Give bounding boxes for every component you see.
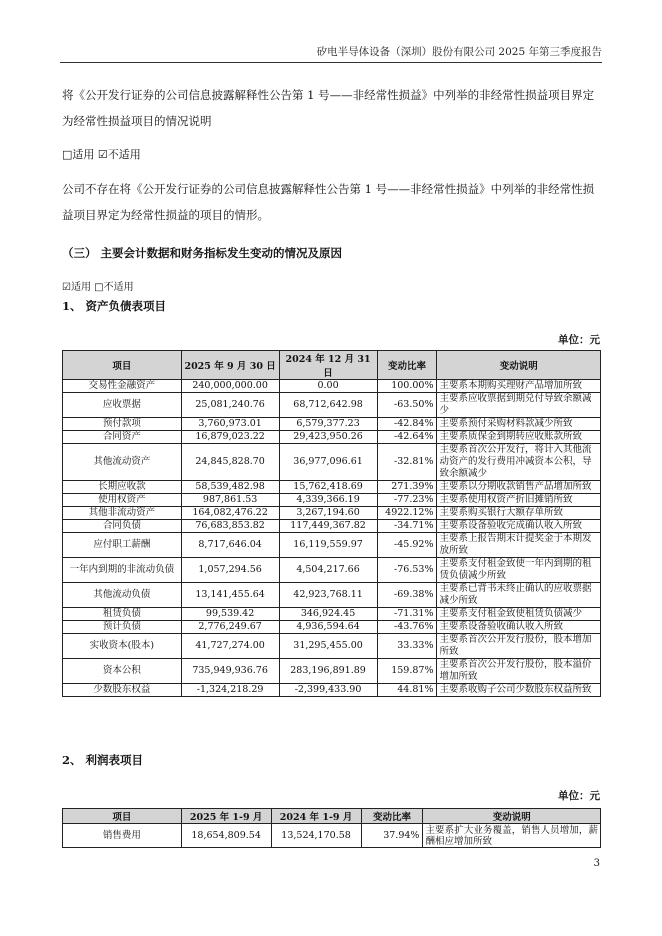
- cell-item: 预付款项: [63, 418, 182, 431]
- cell-item: 合同资产: [63, 431, 182, 444]
- income-statement-table: [62, 808, 601, 848]
- cell-cur: 24,845,828.70: [181, 444, 279, 481]
- table-row: [63, 533, 601, 558]
- cell-rate: -45.92%: [377, 533, 437, 558]
- cell-rate: -43.76%: [377, 621, 437, 634]
- table-header-row: [63, 809, 601, 824]
- cell-desc: 主要系扩大业务覆盖，销售人员增加，薪酬相应增加所致: [423, 824, 601, 848]
- balance-sheet-table: [62, 350, 601, 697]
- section-3-title: （三） 主要会计数据和财务指标发生变动的情况及原因: [62, 246, 343, 260]
- cell-cur: 240,000,000.00: [181, 380, 279, 393]
- table-row: [63, 634, 601, 659]
- cell-item: 少数股东权益: [63, 684, 182, 697]
- column-header: 变动说明: [423, 809, 601, 824]
- table-row: [63, 659, 601, 684]
- cell-rate: -32.81%: [377, 444, 437, 481]
- cell-desc: 主要系以分期收款销售产品增加所致: [437, 481, 601, 494]
- cell-cur: 16,879,023.22: [181, 431, 279, 444]
- cell-rate: 100.00%: [377, 380, 437, 393]
- column-header: 项目: [63, 809, 182, 824]
- cell-cur: 18,654,809.54: [181, 824, 271, 848]
- cell-rate: 159.87%: [377, 659, 437, 684]
- cell-rate: -42.64%: [377, 431, 437, 444]
- cell-prev: 4,504,217.66: [279, 558, 377, 583]
- column-header: 变动比率: [361, 809, 423, 824]
- table-row: [63, 393, 601, 418]
- cell-cur: 3,760,973.01: [181, 418, 279, 431]
- cell-prev: 36,977,096.61: [279, 444, 377, 481]
- cell-desc: 主要系本期购买理财产品增加所致: [437, 380, 601, 393]
- table-row: [63, 380, 601, 393]
- cell-desc: 主要系首次公开发行，将计入其他流动资产的发行费用冲减资本公积，导致余额减少: [437, 444, 601, 481]
- cell-prev: 42,923,768.11: [279, 583, 377, 608]
- cell-prev: 6,579,377.23: [279, 418, 377, 431]
- cell-rate: 37.94%: [361, 824, 423, 848]
- cell-item: 长期应收款: [63, 481, 182, 494]
- cell-item: 其他流动资产: [63, 444, 182, 481]
- cell-desc: 主要系购买银行大额存单所致: [437, 507, 601, 520]
- cell-item: 租赁负债: [63, 608, 182, 621]
- column-header: 变动比率: [377, 351, 437, 380]
- table-row: [63, 684, 601, 697]
- cell-item: 预计负债: [63, 621, 182, 634]
- page-number: 3: [593, 858, 600, 869]
- cell-prev: 15,762,418.69: [279, 481, 377, 494]
- cell-prev: 117,449,367.82: [279, 520, 377, 533]
- cell-prev: 68,712,642.98: [279, 393, 377, 418]
- cell-prev: 4,339,366.19: [279, 494, 377, 507]
- cell-rate: -34.71%: [377, 520, 437, 533]
- nonrecurring-applicability: □适用 ☑不适用: [62, 148, 141, 161]
- section-3-applicability: ☑适用 □不适用: [62, 282, 134, 293]
- cell-rate: 271.39%: [377, 481, 437, 494]
- cell-rate: -63.50%: [377, 393, 437, 418]
- cell-item: 应付职工薪酬: [63, 533, 182, 558]
- nonrecurring-statement: 公司不存在将《公开发行证券的公司信息披露解释性公告第 1 号——非经常性损益》中列举的非经常性损益项目界定为经常性损益的项目的情形。: [62, 182, 595, 222]
- cell-item: 实收资本(股本): [63, 634, 182, 659]
- cell-item: 使用权资产: [63, 494, 182, 507]
- cell-prev: 29,423,950.26: [279, 431, 377, 444]
- table-row: [63, 494, 601, 507]
- cell-prev: 346,924.45: [279, 608, 377, 621]
- table-row: [63, 608, 601, 621]
- cell-prev: -2,399,433.90: [279, 684, 377, 697]
- column-header: 变动说明: [437, 351, 601, 380]
- cell-desc: 主要系使用权资产折旧摊销所致: [437, 494, 601, 507]
- cell-prev: 16,119,559.97: [279, 533, 377, 558]
- cell-cur: 41,727,274.00: [181, 634, 279, 659]
- cell-desc: 主要系首次公开发行股份，股本增加所致: [437, 634, 601, 659]
- table-row: [63, 520, 601, 533]
- cell-desc: 主要系上报告期末计提奖金于本期发放所致: [437, 533, 601, 558]
- cell-cur: 25,081,240.76: [181, 393, 279, 418]
- cell-cur: -1,324,218.29: [181, 684, 279, 697]
- table-row: [63, 418, 601, 431]
- table-row: [63, 824, 601, 848]
- table-row: [63, 431, 601, 444]
- column-header: 项目: [63, 351, 182, 380]
- table-row: [63, 481, 601, 494]
- cell-desc: 主要系收购子公司少数股东权益所致: [437, 684, 601, 697]
- cell-desc: 主要系设备验收完成确认收入所致: [437, 520, 601, 533]
- cell-rate: -76.53%: [377, 558, 437, 583]
- cell-prev: 3,267,194.60: [279, 507, 377, 520]
- cell-item: 一年内到期的非流动负债: [63, 558, 182, 583]
- column-header: 2024 年 12 月 31 日: [279, 351, 377, 380]
- cell-rate: -71.31%: [377, 608, 437, 621]
- cell-prev: 4,936,594.64: [279, 621, 377, 634]
- cell-prev: 13,524,170.58: [271, 824, 361, 848]
- cell-cur: 735,949,936.76: [181, 659, 279, 684]
- cell-rate: -42.84%: [377, 418, 437, 431]
- column-header: 2025 年 9 月 30 日: [181, 351, 279, 380]
- cell-prev: 0.00: [279, 380, 377, 393]
- header-divider: [60, 62, 602, 63]
- cell-cur: 13,141,455.64: [181, 583, 279, 608]
- cell-prev: 31,295,455.00: [279, 634, 377, 659]
- income-statement-title: 2、 利润表项目: [62, 753, 144, 767]
- cell-rate: 44.81%: [377, 684, 437, 697]
- cell-prev: 283,196,891.89: [279, 659, 377, 684]
- cell-item: 其他非流动资产: [63, 507, 182, 520]
- cell-rate: -69.38%: [377, 583, 437, 608]
- cell-cur: 987,861.53: [181, 494, 279, 507]
- column-header: 2024 年 1-9 月: [271, 809, 361, 824]
- cell-cur: 8,717,646.04: [181, 533, 279, 558]
- nonrecurring-intro: 将《公开发行证券的公司信息披露解释性公告第 1 号——非经常性损益》中列举的非经常性损益项目界定为经常性损益项目的情况说明: [62, 88, 595, 128]
- column-header: 2025 年 1-9 月: [181, 809, 271, 824]
- cell-cur: 1,057,294.56: [181, 558, 279, 583]
- table-header-row: [63, 351, 601, 380]
- cell-rate: -77.23%: [377, 494, 437, 507]
- cell-desc: 主要系应收票据到期兑付导致余额减少: [437, 393, 601, 418]
- cell-desc: 主要系质保金到期转应收账款所致: [437, 431, 601, 444]
- cell-item: 合同负债: [63, 520, 182, 533]
- cell-desc: 主要系预付采购材料款减少所致: [437, 418, 601, 431]
- cell-desc: 主要系支付租金致使租赁负债减少: [437, 608, 601, 621]
- table-row: [63, 507, 601, 520]
- cell-item: 应收票据: [63, 393, 182, 418]
- cell-desc: 主要系支付租金致使一年内到期的租赁负债减少所致: [437, 558, 601, 583]
- cell-item: 资本公积: [63, 659, 182, 684]
- cell-desc: 主要系设备验收确认收入所致: [437, 621, 601, 634]
- cell-cur: 2,776,249.67: [181, 621, 279, 634]
- cell-cur: 164,082,476.22: [181, 507, 279, 520]
- page-header-title: 矽电半导体设备（深圳）股份有限公司 2025 年第三季度报告: [316, 46, 602, 58]
- cell-desc: 主要系已背书未终止确认的应收票据减少所致: [437, 583, 601, 608]
- table-row: [63, 444, 601, 481]
- income-statement-unit: 单位：元: [558, 790, 600, 802]
- cell-item: 其他流动负债: [63, 583, 182, 608]
- table-row: [63, 583, 601, 608]
- cell-item: 交易性金融资产: [63, 380, 182, 393]
- cell-cur: 76,683,853.82: [181, 520, 279, 533]
- table-row: [63, 558, 601, 583]
- table-row: [63, 621, 601, 634]
- cell-cur: 99,539.42: [181, 608, 279, 621]
- cell-cur: 58,539,482.98: [181, 481, 279, 494]
- balance-sheet-unit: 单位：元: [558, 334, 600, 346]
- cell-rate: 33.33%: [377, 634, 437, 659]
- cell-desc: 主要系首次公开发行股份，股本溢价增加所致: [437, 659, 601, 684]
- balance-sheet-title: 1、 资产负债表项目: [62, 299, 167, 313]
- cell-item: 销售费用: [63, 824, 182, 848]
- cell-rate: 4922.12%: [377, 507, 437, 520]
